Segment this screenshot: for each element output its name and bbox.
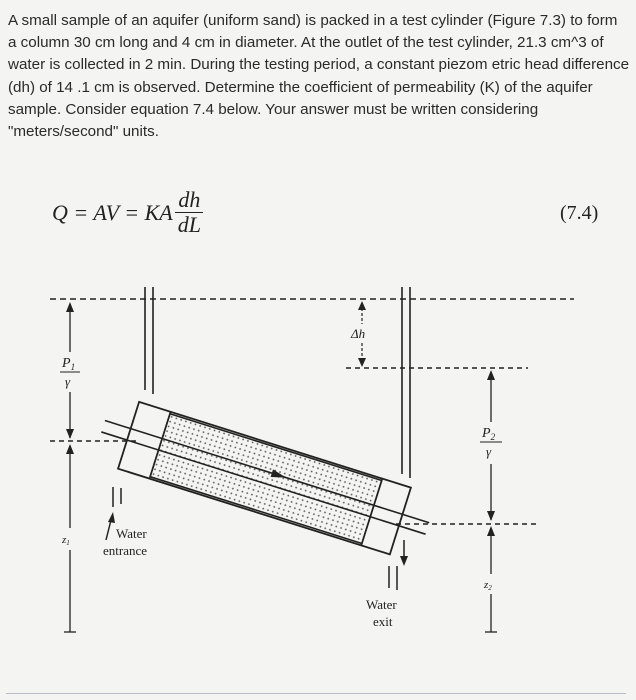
p1-label: $P_1$ <box>62 356 76 372</box>
p1-arrow-down <box>66 429 74 439</box>
darcy-equation <box>52 188 204 237</box>
p2-arrow-up <box>487 370 495 380</box>
z1-label: z1 <box>62 534 70 547</box>
equation-number: (7.4) <box>560 202 599 224</box>
aquifer-test-cylinder-figure <box>0 280 636 680</box>
delta-h-arrow-up <box>358 301 366 310</box>
p2-arrow-down <box>487 511 495 521</box>
p1-arrow-up <box>66 302 74 312</box>
water-entrance-label-line2: entrance <box>103 543 148 558</box>
z1-arrow-up <box>66 444 74 454</box>
water-exit-label-line2: exit <box>373 614 393 629</box>
sand-sample <box>150 414 382 544</box>
equation-numerator: dh <box>175 188 203 213</box>
water-exit-label-line1: Water <box>366 597 397 612</box>
water-entrance-label-line1: Water <box>116 526 147 541</box>
water-exit-arrow-head <box>400 556 408 566</box>
gamma2-label: γ <box>486 444 492 459</box>
p2-label: $P_2$ <box>482 426 496 442</box>
delta-h-arrow-down <box>358 358 366 367</box>
bottom-divider <box>6 693 626 694</box>
gamma1-label: γ <box>65 374 71 389</box>
equation-denominator: dL <box>177 212 201 237</box>
problem-statement: A small sample of an aquifer (uniform sand) is packed in a test cylinder (Figure 7.3) to form a column 30 cm long and 4 cm in diameter. At the outlet of the test cylinder, 21.3 cm^3 of water is collected in 2 min. During the testing period, a constant piezom etric head difference (dh) of 14 .1 cm is observed. Determine the coefficient of permeability (K) of the aquifer sample. Consider equation 7.4 below. Your answer must be written considering "meters/second" units. <box>8 12 630 141</box>
z2-arrow-up <box>487 526 495 536</box>
equation-lhs: Q = AV = KA <box>52 199 173 225</box>
water-entrance-arrow-head <box>108 512 115 523</box>
delta-h-label: Δh <box>351 326 366 341</box>
z2-label: z2 <box>484 579 492 592</box>
equation-fraction <box>175 188 204 237</box>
